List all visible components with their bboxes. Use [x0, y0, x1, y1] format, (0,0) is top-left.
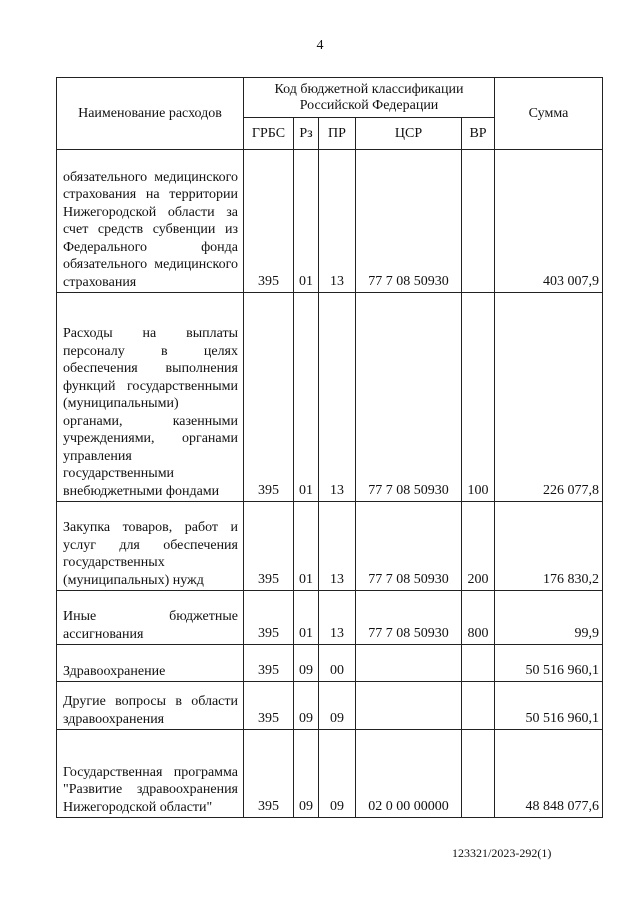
header-rz: Рз — [294, 118, 319, 150]
cell-grbs: 395 — [244, 682, 294, 730]
table-row — [57, 502, 603, 591]
header-csr: ЦСР — [356, 118, 462, 150]
cell-csr — [356, 645, 462, 682]
cell-sum: 226 077,8 — [495, 293, 603, 502]
header-grbs: ГРБС — [244, 118, 294, 150]
cell-name: Закупка товаров, работ и услуг для обеспечения государственных (муниципальных) нужд — [57, 502, 244, 591]
cell-sum: 99,9 — [495, 591, 603, 645]
cell-pr: 09 — [319, 682, 356, 730]
table-row — [57, 293, 603, 502]
cell-name: Другие вопросы в области здравоохранения — [57, 682, 244, 730]
header-sum: Сумма — [495, 78, 603, 150]
cell-vr — [462, 645, 495, 682]
cell-pr: 13 — [319, 293, 356, 502]
cell-rz: 09 — [294, 645, 319, 682]
cell-csr: 77 7 08 50930 — [356, 502, 462, 591]
cell-vr: 200 — [462, 502, 495, 591]
cell-sum: 48 848 077,6 — [495, 730, 603, 818]
header-vr: ВР — [462, 118, 495, 150]
cell-rz: 09 — [294, 730, 319, 818]
table-row — [57, 730, 603, 818]
table-row — [57, 591, 603, 645]
header-pr: ПР — [319, 118, 356, 150]
cell-sum: 403 007,9 — [495, 150, 603, 293]
cell-vr — [462, 150, 495, 293]
cell-name: Здравоохранение — [57, 645, 244, 682]
cell-csr: 02 0 00 00000 — [356, 730, 462, 818]
header-name: Наименование расходов — [57, 78, 244, 150]
cell-sum: 50 516 960,1 — [495, 682, 603, 730]
cell-rz: 01 — [294, 293, 319, 502]
table-row — [57, 645, 603, 682]
cell-sum: 176 830,2 — [495, 502, 603, 591]
cell-grbs: 395 — [244, 502, 294, 591]
cell-pr: 13 — [319, 502, 356, 591]
cell-sum: 50 516 960,1 — [495, 645, 603, 682]
document-code: 123321/2023-292(1) — [452, 846, 552, 860]
cell-grbs: 395 — [244, 591, 294, 645]
header-code-group: Код бюджетной классификации Российской Федерации — [244, 78, 495, 118]
cell-grbs: 395 — [244, 293, 294, 502]
cell-csr: 77 7 08 50930 — [356, 150, 462, 293]
cell-vr: 100 — [462, 293, 495, 502]
table-row — [57, 682, 603, 730]
cell-vr: 800 — [462, 591, 495, 645]
cell-rz: 09 — [294, 682, 319, 730]
cell-grbs: 395 — [244, 645, 294, 682]
table-row — [57, 150, 603, 293]
cell-csr — [356, 682, 462, 730]
cell-csr: 77 7 08 50930 — [356, 293, 462, 502]
page-number: 4 — [316, 38, 324, 53]
cell-rz: 01 — [294, 502, 319, 591]
cell-grbs: 395 — [244, 150, 294, 293]
cell-csr: 77 7 08 50930 — [356, 591, 462, 645]
cell-name: Иные бюджетные ассигнования — [57, 591, 244, 645]
cell-name: Государственная программа "Развитие здравоохранения Нижегородской области" — [57, 730, 244, 818]
cell-name: обязательного медицинского страхования на территории Нижегородской области за счет средств субвенции из Федерального фонда обязательного медицинского страхования — [57, 150, 244, 293]
budget-table — [56, 77, 603, 818]
cell-name: Расходы на выплаты персоналу в целях обеспечения выполнения функций государственными (муниципальными) органами, казенными учреждениями, органами управления государственными внебюджетными фондами — [57, 293, 244, 502]
cell-grbs: 395 — [244, 730, 294, 818]
cell-pr: 09 — [319, 730, 356, 818]
cell-vr — [462, 730, 495, 818]
cell-rz: 01 — [294, 150, 319, 293]
cell-pr: 00 — [319, 645, 356, 682]
cell-pr: 13 — [319, 150, 356, 293]
cell-rz: 01 — [294, 591, 319, 645]
cell-vr — [462, 682, 495, 730]
cell-pr: 13 — [319, 591, 356, 645]
